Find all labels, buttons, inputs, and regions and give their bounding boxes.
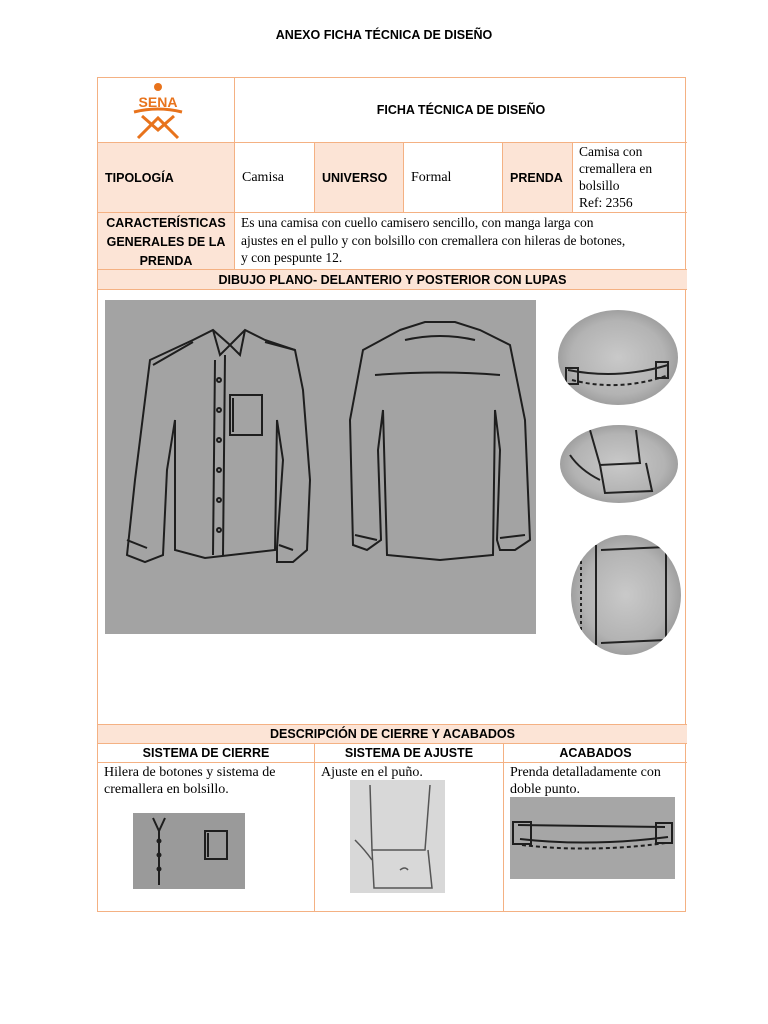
sistema-cierre-text-line: cremallera en bolsillo. (104, 782, 229, 797)
sistema-ajuste-cell (315, 763, 504, 911)
prenda-label: PRENDA (503, 143, 573, 213)
logo-cell (98, 78, 235, 143)
tipologia-label: TIPOLOGÍA (98, 143, 235, 213)
acabados-text-line: doble punto. (510, 782, 580, 797)
acabados-header: ACABADOS (504, 744, 687, 763)
universo-label: UNIVERSO (315, 143, 404, 213)
sistema-ajuste-header: SISTEMA DE AJUSTE (315, 744, 504, 763)
caracteristicas-label (98, 213, 235, 270)
universo-value: Formal (404, 143, 503, 213)
caracteristicas-label-line: CARACTERÍSTICAS (106, 216, 226, 230)
lupa-cuff-detail (560, 425, 678, 503)
caracteristicas-text (235, 213, 687, 270)
tipologia-value: Camisa (235, 143, 315, 213)
ajuste-photo (350, 780, 445, 893)
design-sheet (97, 77, 686, 912)
sheet-title: FICHA TÉCNICA DE DISEÑO (235, 78, 687, 143)
acabados-text-line: Prenda detalladamente con (510, 765, 661, 780)
sistema-cierre-header: SISTEMA DE CIERRE (98, 744, 315, 763)
caracteristicas-text-line: ajustes en el pullo y con bolsillo con cremallera con hileras de botones, (241, 232, 626, 248)
caracteristicas-text-line: y con pespunte 12. (241, 250, 343, 265)
prenda-value-line: bolsillo (579, 178, 620, 193)
acabados-photo (510, 797, 675, 879)
sistema-cierre-text-line: Hilera de botones y sistema de (104, 765, 276, 780)
sistema-cierre-cell (98, 763, 315, 911)
lupa-pocket-detail (571, 535, 681, 655)
prenda-value-line: Ref: 2356 (579, 195, 633, 210)
shirt-flat-drawing (105, 300, 536, 634)
prenda-value (573, 143, 687, 213)
caracteristicas-label-line: GENERALES DE LA (106, 235, 226, 249)
prenda-value-line: cremallera en (579, 161, 653, 176)
dibujo-header: DIBUJO PLANO- DELANTERIO Y POSTERIOR CON LUPAS (98, 270, 687, 290)
caracteristicas-label-line: PRENDA (139, 254, 193, 268)
sistema-ajuste-text: Ajuste en el puño. (321, 765, 423, 780)
annex-title: ANEXO FICHA TÉCNICA DE DISEÑO (275, 28, 493, 42)
acabados-cell (504, 763, 687, 911)
cierre-section-header: DESCRIPCIÓN DE CIERRE Y ACABADOS (98, 725, 687, 744)
prenda-value-line: Camisa con (579, 144, 643, 159)
lupa-collar-detail (558, 310, 678, 405)
shirt-back-drawing (350, 322, 530, 560)
shirt-front-drawing (127, 330, 310, 562)
cierre-photo (133, 813, 245, 889)
sena-logo-text: SENA (138, 94, 178, 110)
drawing-area (98, 290, 687, 725)
caracteristicas-text-line: Es una camisa con cuello camisero sencillo, con manga larga con (241, 215, 594, 230)
sena-logo-icon (98, 78, 235, 143)
